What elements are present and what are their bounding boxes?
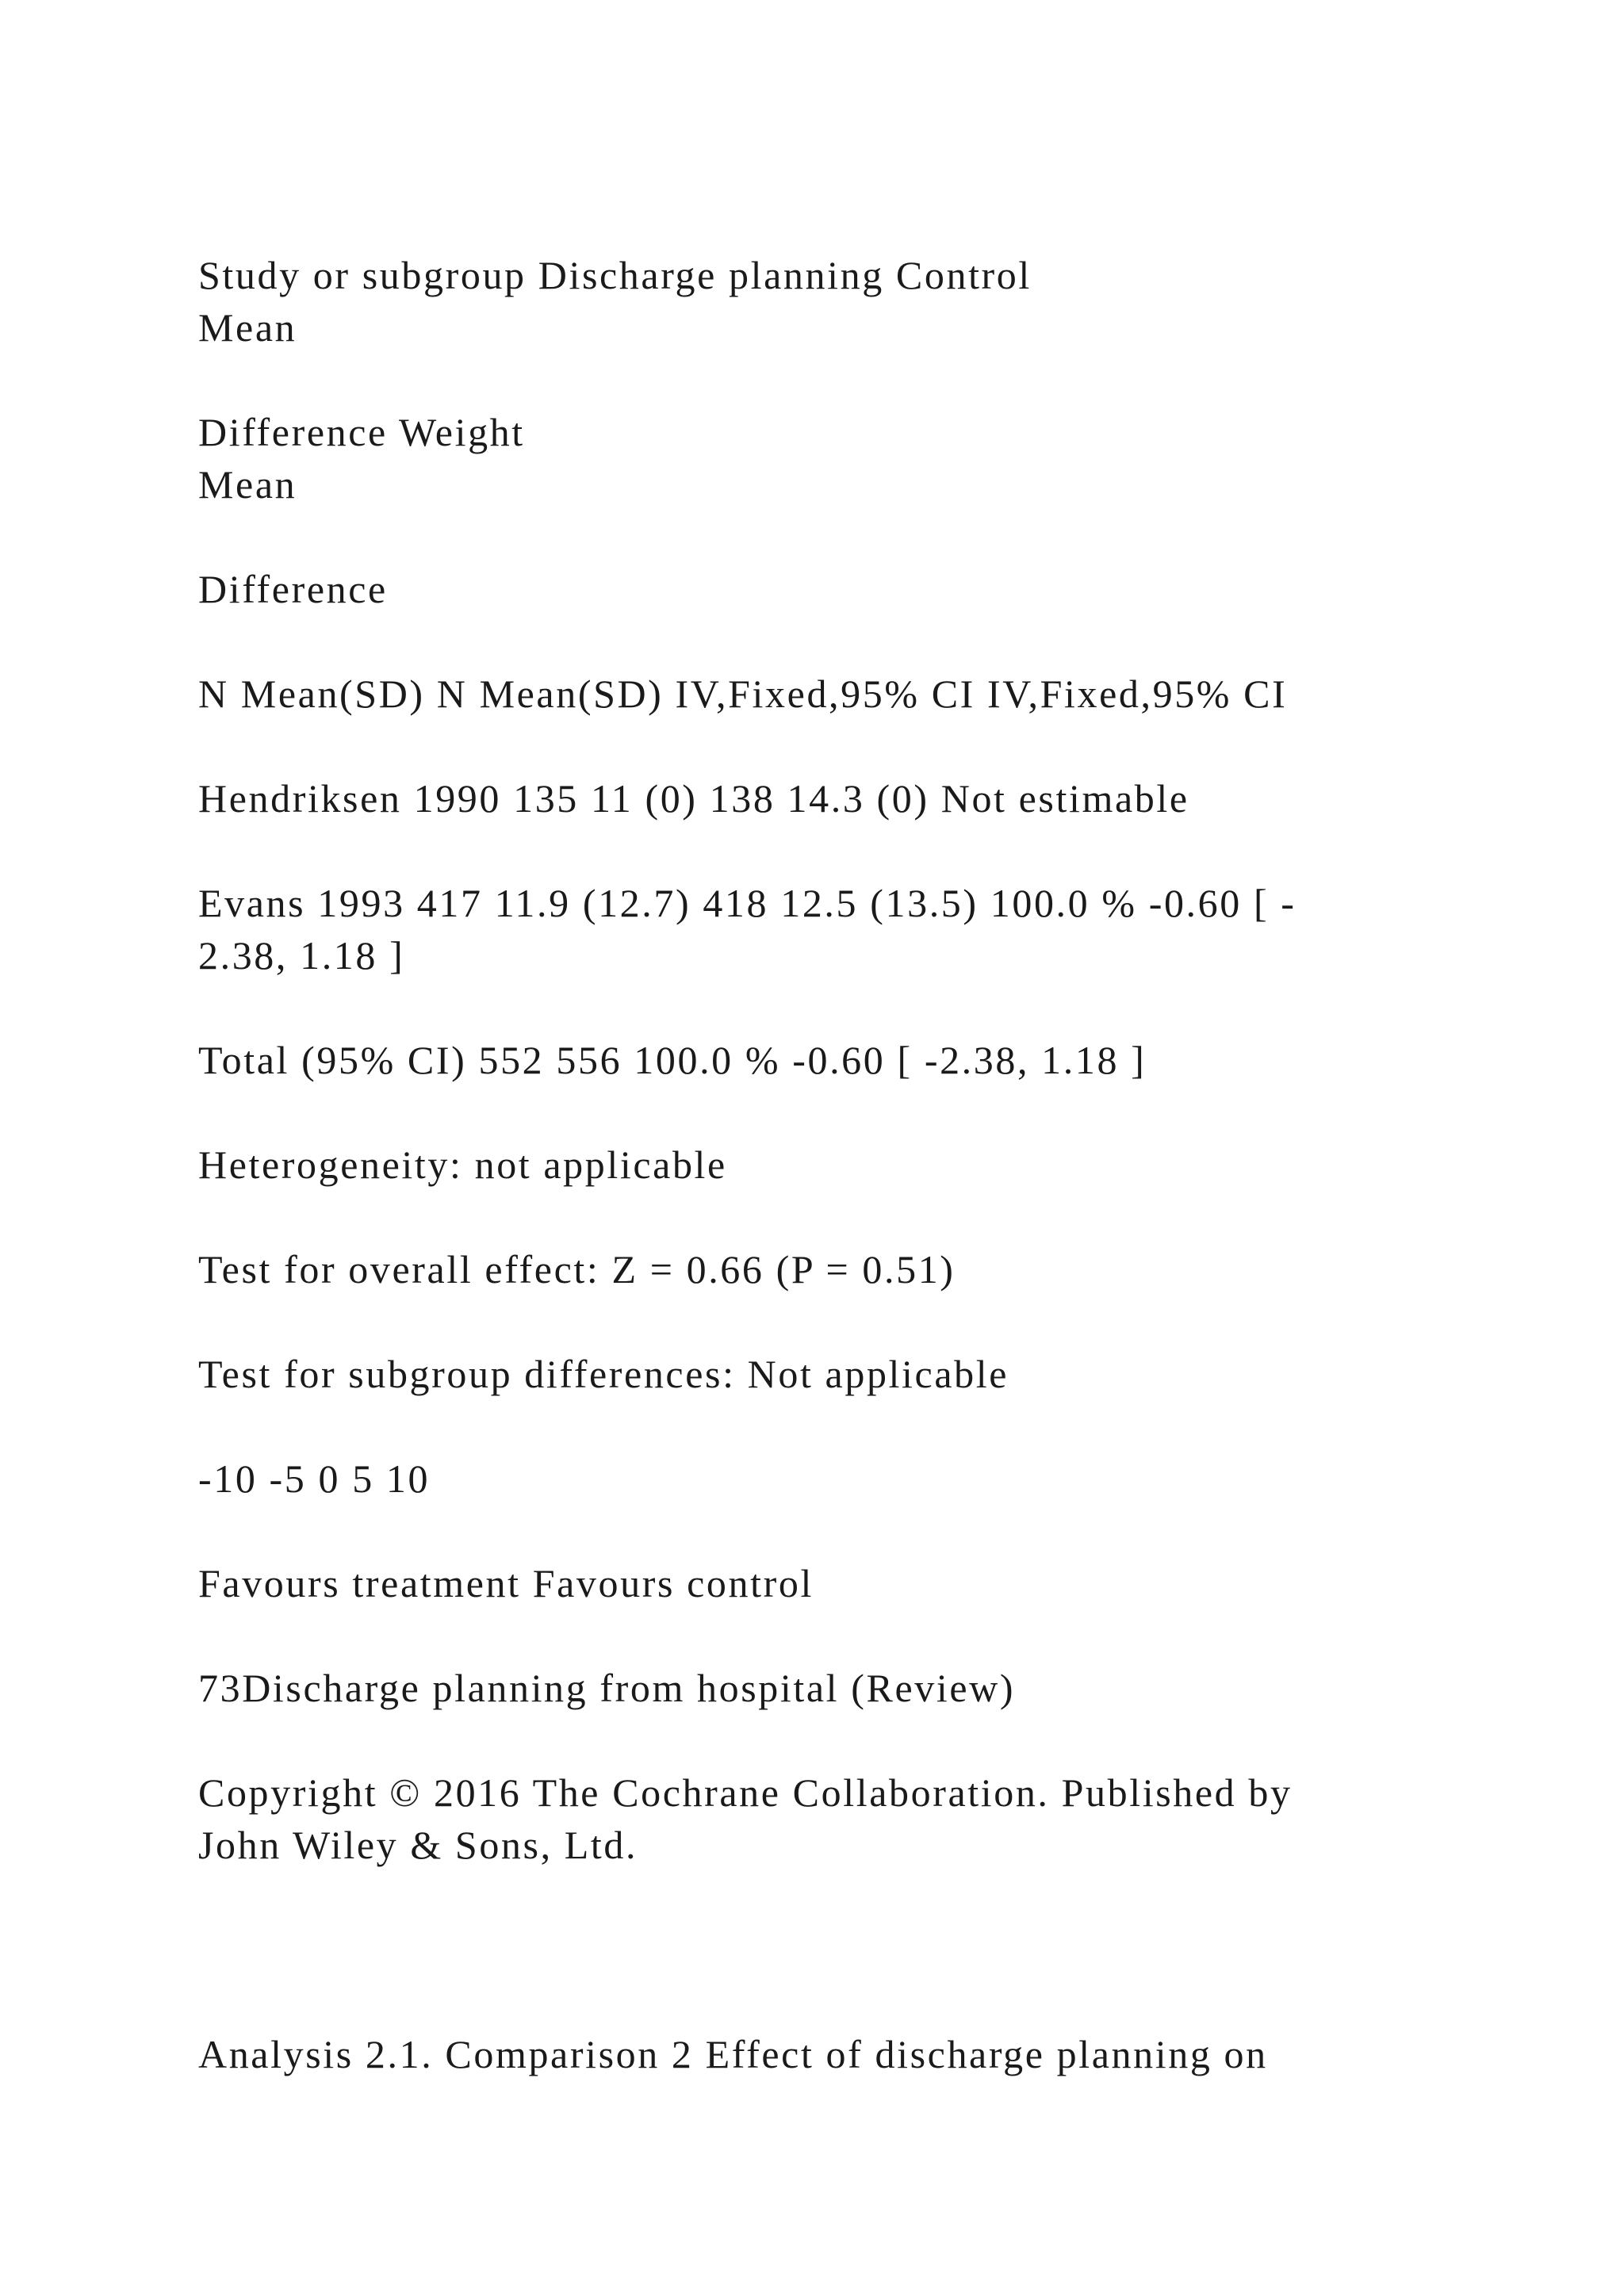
- study-row-hendriksen: Hendriksen 1990 135 11 (0) 138 14.3 (0) Not estimable: [198, 776, 1189, 821]
- total-row: Total (95% CI) 552 556 100.0 % -0.60 [ -2.38, 1.18 ]: [198, 1038, 1147, 1082]
- table-header-line-5: Difference: [198, 567, 388, 611]
- copyright-line-2: John Wiley & Sons, Ltd.: [198, 1823, 638, 1867]
- analysis-heading: Analysis 2.1. Comparison 2 Effect of discharge planning on: [198, 2032, 1268, 2076]
- study-row-evans-continued: 2.38, 1.18 ]: [198, 933, 405, 978]
- copyright-line-1: Copyright © 2016 The Cochrane Collaboration. Published by: [198, 1770, 1293, 1815]
- heterogeneity-line: Heterogeneity: not applicable: [198, 1142, 727, 1187]
- table-header-line-2: Mean: [198, 305, 297, 350]
- overall-effect-line: Test for overall effect: Z = 0.66 (P = 0.51): [198, 1247, 956, 1292]
- study-row-evans: Evans 1993 417 11.9 (12.7) 418 12.5 (13.5) 100.0 % -0.60 [ -: [198, 881, 1297, 925]
- favours-labels-line: Favours treatment Favours control: [198, 1561, 814, 1605]
- page-footer-title: 73Discharge planning from hospital (Review): [198, 1666, 1016, 1710]
- axis-scale-line: -10 -5 0 5 10: [198, 1456, 431, 1501]
- table-header-line-4: Mean: [198, 462, 297, 507]
- subgroup-differences-line: Test for subgroup differences: Not applicable: [198, 1352, 1009, 1396]
- table-header-line-3: Difference Weight: [198, 410, 525, 454]
- table-header-line-1: Study or subgroup Discharge planning Control: [198, 253, 1032, 297]
- column-subheader-line: N Mean(SD) N Mean(SD) IV,Fixed,95% CI IV,Fixed,95% CI: [198, 672, 1288, 716]
